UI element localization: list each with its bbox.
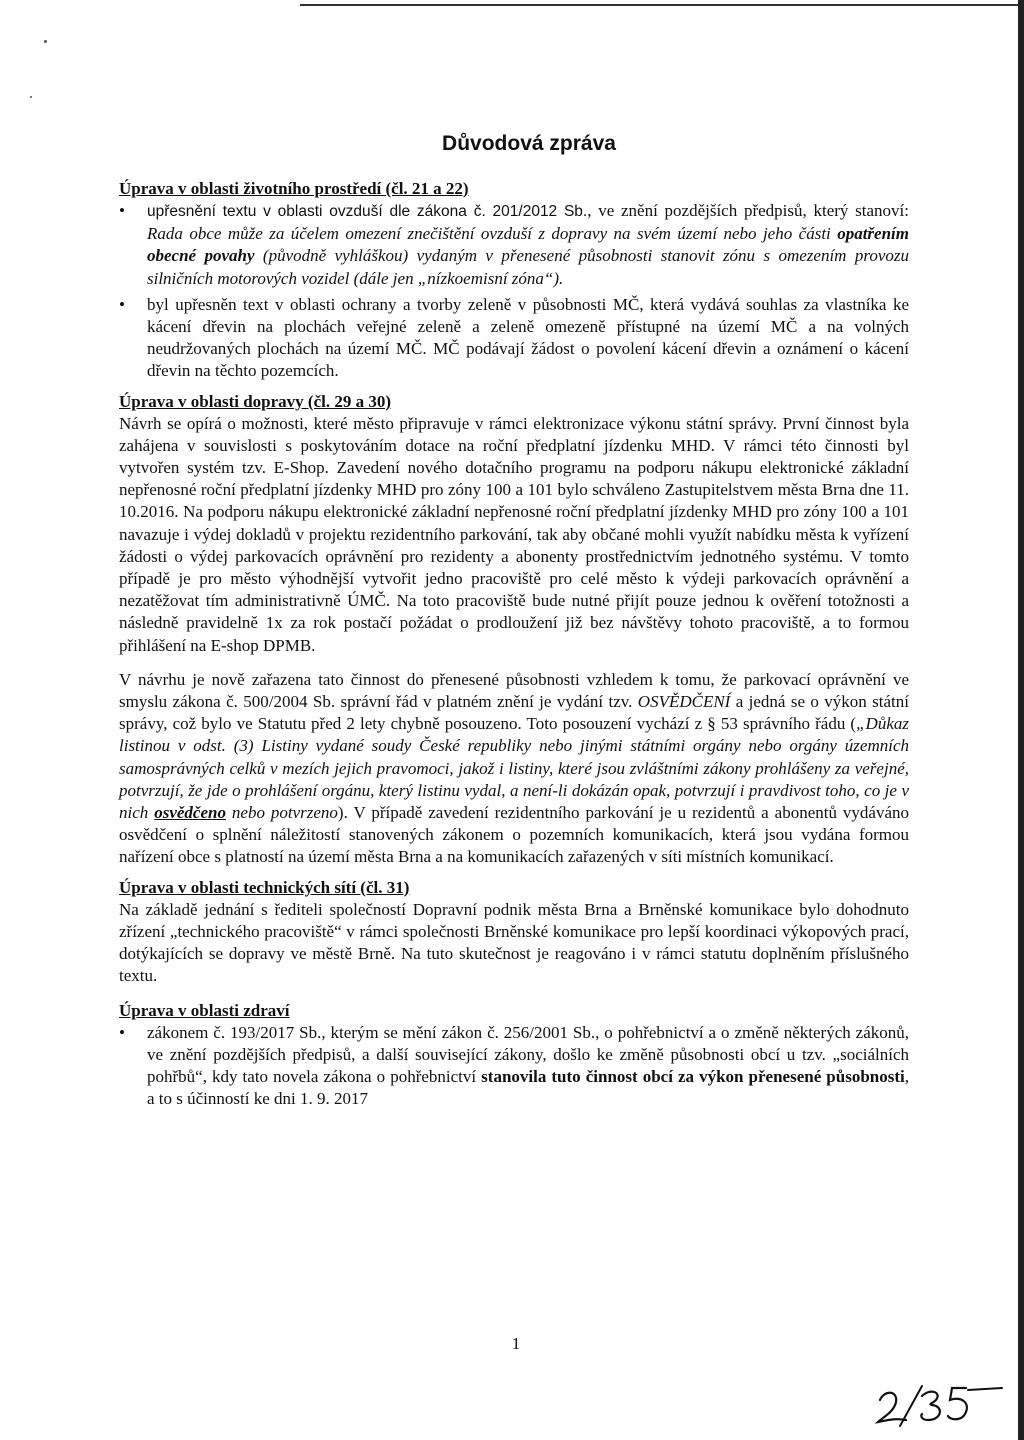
quoted-law-text: (původně vyhláškou) vydaným v přenesené působnosti stanovit zónu s omezením provozu silničních motorových vozidel (dále jen „nízkoemisní zóna“). bbox=[147, 246, 909, 288]
scan-right-edge bbox=[1018, 0, 1024, 1440]
list-item bbox=[119, 200, 909, 290]
emphasis-text: opatřením obecné povahy bbox=[147, 224, 909, 266]
paragraph-text: a jedná se o výkon státní správy, což bylo ve Statutu před 2 lety chybně posouzeno. Toto posouzení vychází z § 53 správního řádu ( bbox=[119, 692, 909, 734]
paragraph: Na základě jednání s řediteli společností Dopravní podnik města Brna a Brněnské komunikace bylo dohodnuto zřízení „technického pracoviště“ v rámci společnosti Brněnské komunikace pro lepší koordinaci výkopových prací, dotýkajících se dopravy ve městě Brně. Na tuto skutečnost je reagováno i v rámci statutu doplněním příslušného textu. bbox=[119, 899, 909, 986]
scan-speck bbox=[30, 96, 32, 98]
scan-speck bbox=[44, 40, 47, 43]
bullet-text: zákonem č. 193/2017 Sb., kterým se mění zákon č. 256/2001 Sb., o pohřebnictví a o změně některých zákonů, ve znění pozdějších předpisů, a další související zákony, došlo ke změně působnosti obcí u tzv. „sociálních pohřbů“, kdy tato novela zákona o pohřebnictví bbox=[147, 1022, 909, 1086]
emphasis-text: osvědčeno bbox=[154, 803, 226, 823]
bullet-text: byl upřesněn text v oblasti ochrany a tvorby zeleně v působnosti MČ, která vydává souhlas za vlastníka ke kácení dřevin na plochách veřejné zeleně a zeleně omezeně přístupné na území MČ a na volných neudržovaných plochách na území MČ. MČ podávají žádost o povolení kácení dřevin a oznámení o kácení dřevin na těchto pozemcích. bbox=[147, 294, 909, 381]
emphasis-text: OSVĚDČENÍ bbox=[637, 692, 731, 712]
emphasis-text: stanovila tuto činnost obcí za výkon přenesené působnosti bbox=[481, 1066, 905, 1086]
quoted-law-text: Rada obce může za účelem omezení znečištění ovzduší z dopravy na svém území nebo jeho části bbox=[147, 224, 838, 244]
list-item bbox=[119, 294, 909, 383]
document-title: Důvodová zpráva bbox=[442, 132, 616, 155]
paragraph-text: V návrhu je nově zařazena tato činnost do přenesené působnosti vzhledem k tomu, že parkovací oprávnění ve smyslu zákona č. 500/2004 Sb. správní řád v platném znění je vydání tzv. bbox=[119, 669, 909, 712]
document-page bbox=[119, 132, 909, 1110]
scan-top-rule bbox=[300, 4, 1024, 6]
health-bullet-list bbox=[119, 1022, 909, 1111]
page-number: 1 bbox=[511, 1334, 521, 1353]
handwritten-page-mark bbox=[870, 1378, 1010, 1428]
section-heading-transport: Úprava v oblasti dopravy (čl. 29 a 30) bbox=[119, 391, 391, 411]
section-heading-networks: Úprava v oblasti technických sítí (čl. 31) bbox=[119, 877, 410, 897]
paragraph-text: ). V případě zavedení rezidentního parkování je u rezidentů a abonentů vydáváno osvědčení o splnění náležitostí stanovených zákonem o pozemních komunikacích, která jsou vydána formou nařízení obce s platností na území města Brna a na komunikacích zařazených v síti místních komunikací. bbox=[119, 803, 909, 867]
paragraph: Návrh se opírá o možnosti, které město připravuje v rámci elektronizace výkonu státní správy. První činnost byla zahájena v souvislosti s poskytováním dotace na roční předplatní jízdenku MHD. V rámci této činnosti byl vytvořen systém tzv. E-Shop. Zavedení nového dotačního programu na podporu nákupu elektronické základní nepřenosné roční předplatní jízdenky MHD pro zóny 100 a 101 bylo schváleno Zastupitelstvem města Brna dne 11. 10.2016. Na podporu nákupu elektronické základní nepřenosné roční předplatní jízdenky MHD pro zóny 100 a 101 navazuje i výdej dokladů v projektu rezidentního parkování, tak aby občané mohli využít nabídku města k vyřízení žádosti o výdej parkovacích oprávnění pro rezidenty a abonenty prostřednictvím jednotného systému. V tomto případě je pro město výhodnější vytvořit jedno pracoviště pro celé město k výdeji parkovacích oprávnění a nezatěžovat tím administrativně ÚMČ. Na toto pracoviště bude nutné přijít pouze jednou k ověření totožnosti a následně pravidelně 1x za rok postačí požádat o prodloužení již bez návštěvy tohoto pracoviště, a to formou přihlášení na E-shop DPMB. bbox=[119, 413, 909, 655]
bullet-text: , ve znění pozdějších předpisů, který stanoví: bbox=[587, 201, 909, 220]
bullet-lead-text: upřesnění textu v oblasti ovzduší dle zákona č. 201/2012 Sb. bbox=[147, 203, 588, 220]
bullet-text: , a to s účinností ke dni 1. 9. 2017 bbox=[147, 1066, 909, 1109]
list-item bbox=[119, 1022, 909, 1111]
paragraph bbox=[119, 669, 909, 869]
section-heading-environment: Úprava v oblasti životního prostředí (čl. 21 a 22) bbox=[119, 179, 469, 198]
environment-bullet-list bbox=[119, 200, 909, 383]
quoted-law-text: nebo potvrzeno bbox=[225, 803, 338, 823]
section-heading-health: Úprava v oblasti zdraví bbox=[119, 1000, 290, 1020]
quoted-law-text: „Důkaz listinou v odst. (3) Listiny vydané soudy České republiky nebo jinými státními orgány nebo orgány územních samosprávných celků v mezích jejich pravomoci, jakož i listiny, které jsou zvláštními zákony prohlášeny za veřejné, potvrzují, že jde o prohlášení orgánu, který listinu vydal, a není-li dokázán opak, potvrzují i pravdivost toho, co je v nich bbox=[119, 714, 909, 823]
